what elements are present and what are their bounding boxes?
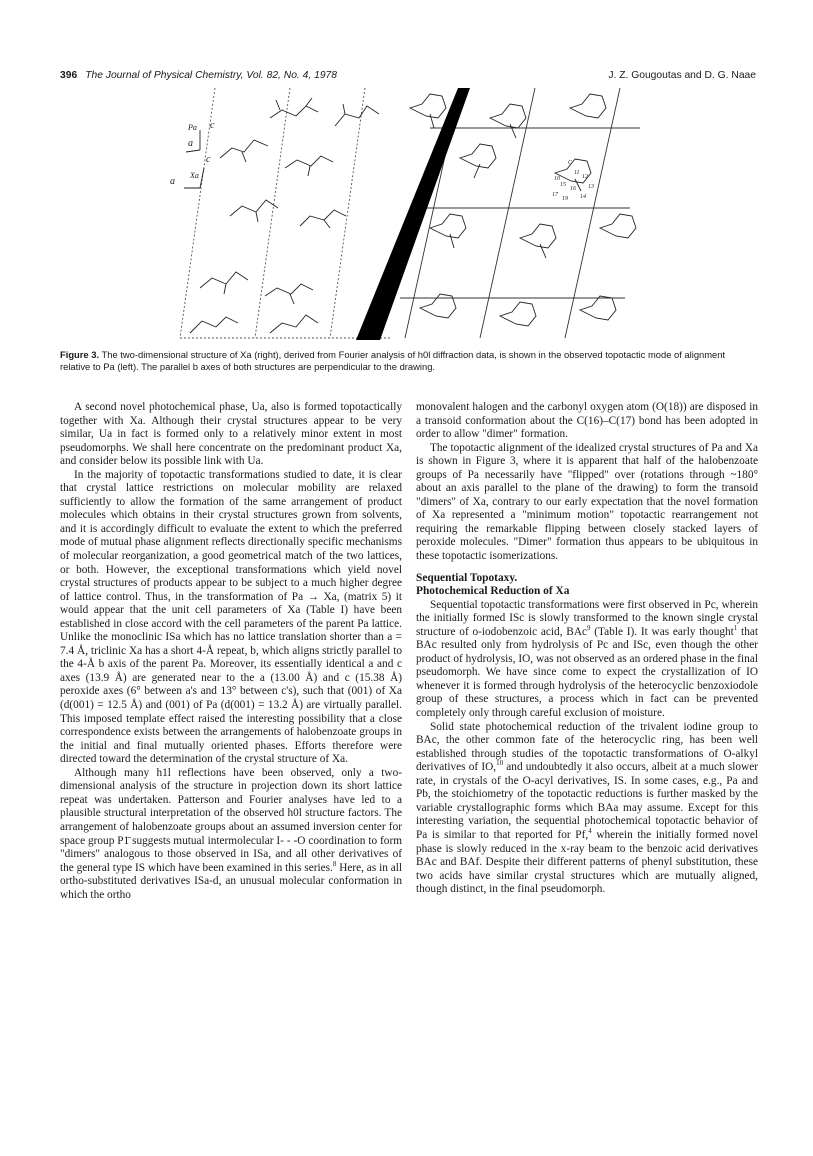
label-c-xa: c <box>206 154 211 165</box>
paragraph: Although many h1l reflections have been observed, only a two-dimensional analysis of the structure in projection down its short lattice repeat was undertaken. Patterson and Fourier analyses have led to a plausible structural interpretation of the observed h0l structure factors. The arrangement of halobenzoate groups about an assumed inversion center for space group P1̄ suggests mutual intermolecular I- - -O coordination to form "dimers" analogous to those observed in ISa, and all other derivatives of the general type IS which have been examined in this series.$^8$ Here, as in all ortho-substituted derivatives ISa-d, an unusual molecular conformation in which the ortho <box>60 766 402 901</box>
svg-text:11: 11 <box>574 170 580 176</box>
reference-marker: 4 <box>588 827 592 836</box>
reference-marker: 1 <box>733 623 738 632</box>
svg-text:13: 13 <box>588 184 594 190</box>
reference-marker: 10 <box>496 759 504 768</box>
svg-text:15: 15 <box>560 182 566 188</box>
paragraph: In the majority of topotactic transformations studied to date, it is clear that crystal lattice restrictions on molecular mobility are relaxed sufficiently to allow the formation of the same arrangement of product molecules which obtains in their crystal structures grown from solvents, and it is accordingly difficult to evaluate the extent to which the preferred mode of mutual phase alignment reflects directionally specific mechanisms of molecular reorganization, a good geometrical match of the two lattices, or both. However, the exceptional transformations which yield novel crystal structures of products appear to be subject to a much higher degree of lattice control. Thus, in the transformation of Pa → Xa, (matrix 5) it would appear that the unit cell parameters of Xa (Table I) have been established in close accord with the cell parameters of the parent Pa lattice. Unlike the monoclinic ISa which has no lattice translation shorter than a = 7.4 Å, triclinic Xa has a short 4-Å repeat, b, which aligns strictly parallel to the 4-Å b axis of the parent Pa. Moreover, its essentially identical a and c axes (13.9 Å) are generated near to the a (13.00 Å) and c (15.38 Å) peroxide axes (6° between a's and 13° between c's), such that (001) of Xa (d(001) = 12.5 Å) and (001) of Pa (d(001) = 13.2 Å) are virtually parallel. This imposed template effect raised the interesting possibility that a close correspondence exists between the arrangements of halobenzoate groups in the initial and final mutually oriented phases. Efforts therefore were directed toward the determination of the crystal structure of Xa. <box>60 468 402 766</box>
svg-text:17: 17 <box>552 192 558 198</box>
paragraph: Solid state photochemical reduction of the trivalent iodine group to BAc, the other common fate of the heterocyclic ring, has been well established through studies of the topotactic transformations of O-alkyl derivatives of IO,$^{10}$ and undoubtedly it also occurs, albeit at a much slower rate, in crystals of the O-acyl derivatives, IS. In some cases, e.g., Pa and Pb, the stoichiometry of the topotactic reductions is further masked by the variable crystallographic forms which BAa may assume. Except for this interesting variation, the sequential photochemical topotactic behavior of Pa is similar to that reported for Pf,$^4$ wherein the initially formed novel phase is slowly reduced in the x-ray beam to the benzoic acid derivatives BAc and BAf. Despite their different patterns of phenyl substitution, these two acids have similar crystal structures which are mutually aligned, though distinct, in the final pseudomorph. <box>416 720 758 896</box>
running-authors: J. Z. Gougoutas and D. G. Naae <box>608 70 756 81</box>
right-column <box>416 401 758 897</box>
caption-text: The two-dimensional structure of Xa (right), derived from Fourier analysis of h0l diffraction data, is shown in the observed topotactic mode of alignment relative to Pa (left). The parallel b axes of both structures are perpendicular to the drawing. <box>60 349 726 372</box>
figure-3-drawing <box>160 88 660 343</box>
label-c-pa: c <box>210 120 215 131</box>
section-subheading: Photochemical Reduction of Xa <box>416 585 570 598</box>
label-xa: Xa <box>190 171 199 180</box>
reference-marker: 9 <box>587 623 591 632</box>
journal-citation: The Journal of Physical Chemistry, Vol. 82, No. 4, 1978 <box>85 70 338 81</box>
page-number: 396 <box>60 70 78 81</box>
label-a-pa: a <box>188 138 193 149</box>
paragraph: A second novel photochemical phase, Ua, also is formed topotactically together with Xa. Although their crystal structures appear to be very similar, Ua in fact is formed only to a relatively minor extent in most pseudomorphs. We shall here concentrate on the predominant product Xa, and consider below its possible link with Ua. <box>60 401 402 468</box>
caption-label: Figure 3. <box>60 349 100 360</box>
figure-3-crystal-structure <box>160 88 660 343</box>
figure-caption <box>60 349 756 372</box>
left-column <box>60 401 402 902</box>
svg-text:12: 12 <box>582 174 588 180</box>
paragraph: The topotactic alignment of the idealized crystal structures of Pa and Xa is shown in Figure 3, where it is apparent that half of the halobenzoate groups of Pa necessarily have "flipped" over (rotations through ~180° about an axis parallel to the plane of the drawing) to form the transoid "dimers" of Xa, contrary to our early expectation that the novel formation of Xa represented a "minimum motion" topotactic rearrangement not requiring the remarkable flipping between closely stacked layers of peroxide molecules. "Dimer" formation thus appears to be ubiquitous in these topotactic isomerizations. <box>416 441 758 563</box>
reference-marker: 8 <box>332 859 337 868</box>
svg-text:10: 10 <box>554 176 560 182</box>
paragraph: Sequential topotactic transformations were first observed in Pc, wherein the initially formed ISc is slowly transformed to the known single crystal structure of o-iodobenzoic acid, BAc$^9$ (Table I). It was early thought$^1$ that BAc resulted only from hydrolysis of Pc and ISc, even though the other product of hydrolysis, IO, was not observed as an ordered phase in the final pseudomorph. We have since come to expect the crystallization of IO whenever it is formed through hydrolysis of the heterocyclic benzoxiodole group of these structures, a process which in fact can be prevented completely only through careful exclusion of moisture. <box>416 598 758 720</box>
label-pa: Pa <box>188 123 197 132</box>
pa-molecules <box>190 98 379 333</box>
svg-text:C: C <box>568 160 573 166</box>
label-a-xa: a <box>170 176 175 187</box>
svg-text:19: 19 <box>562 196 568 202</box>
paragraph: monovalent halogen and the carbonyl oxygen atom (O(18)) are disposed in a transoid conformation about the C(16)–C(17) bond has been adopted in order to allow "dimer" formation. <box>416 401 758 441</box>
running-header <box>60 70 756 86</box>
svg-text:16: 16 <box>570 186 576 192</box>
svg-text:14: 14 <box>580 194 586 200</box>
section-heading: Sequential Topotaxy. <box>416 571 518 584</box>
